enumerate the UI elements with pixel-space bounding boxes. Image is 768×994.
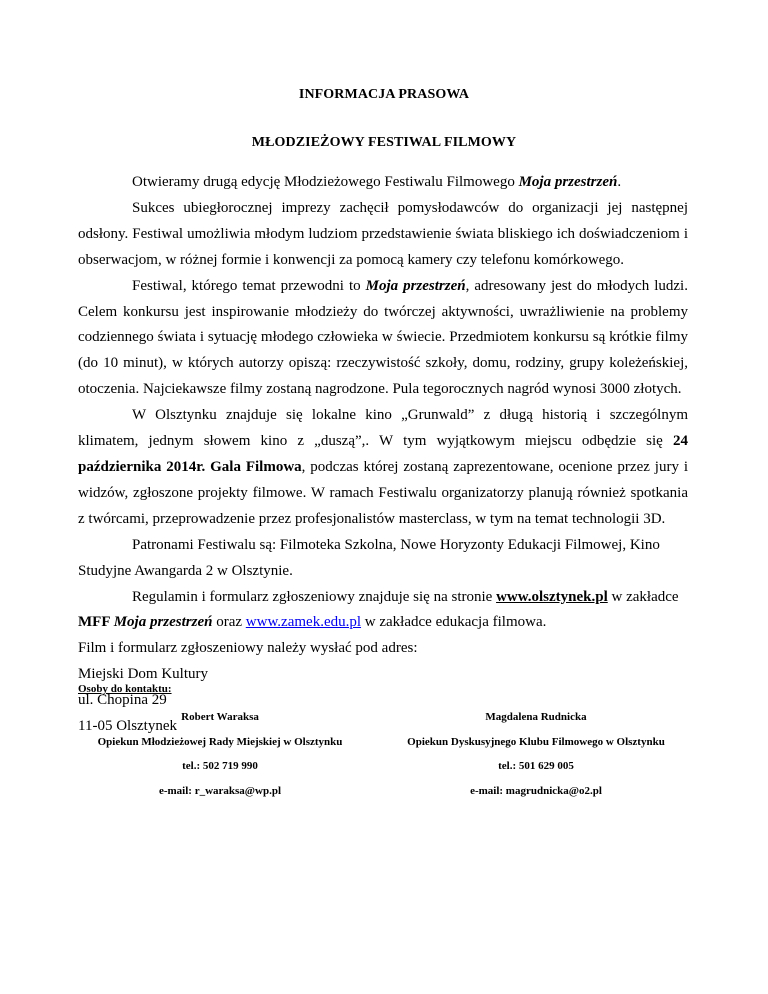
contacts-heading: Osoby do kontaktu: bbox=[78, 683, 172, 695]
olsztynek-link[interactable]: www.olsztynek.pl bbox=[496, 588, 608, 605]
contact-email[interactable]: e-mail: r_waraksa@wp.pl bbox=[158, 784, 282, 797]
paragraph-rules: Regulamin i formularz zgłoszeniowy znajduje się na stronie www.olsztynek.pl w zakładce MFF Moja przestrzeń oraz www.zamek.edu.pl w zakładce edukacja filmowa. bbox=[78, 588, 679, 631]
contact-left bbox=[68, 705, 372, 803]
contact-name: Robert Waraksa bbox=[181, 711, 259, 723]
press-release-heading: INFORMACJA PRASOWA bbox=[298, 87, 470, 102]
paragraph-patrons: Patronami Festiwalu są: Filmoteka Szkolna, Nowe Horyzonty Edukacji Filmowej, Kino Studyjne Awangarda 2 w Olsztynie. bbox=[78, 536, 660, 579]
contact-phone: tel.: 502 719 990 bbox=[182, 760, 258, 772]
contact-role: Opiekun Młodzieżowej Rady Miejskiej w Olsztynku bbox=[97, 735, 343, 748]
paragraph-success: Sukces ubiegłorocznej imprezy zachęcił pomysłodawców do organizacji jej następnej odsłony. Festiwal umożliwia młodym ludziom przedstawienie świata bliskiego ich doświadczeniom i obserwacjom, w różnej formie i konwencji za pomocą kamery czy telefonu komórkowego. bbox=[78, 199, 688, 268]
paragraph-cinema: W Olsztynku znajduje się lokalne kino „Grunwald” z długą historią i szczególnym klimatem, jednym słowem kino z „duszą”,. W tym wyjątkowym miejscu odbędzie się 24 października 2014r. Gala Filmowa, podczas której zostaną zaprezentowane, ocenione przez jury i widzów, zgłoszone projekty filmowe. W ramach Festiwalu organizatorzy planują również spotkania z twórcami, przeprowadzenie przez profesjonalistów masterclass, w tym na temat technologii 3D. bbox=[78, 407, 688, 527]
contact-role: Opiekun Dyskusyjnego Klubu Filmowego w Olsztynku bbox=[407, 735, 665, 748]
address-line-1: Miejski Dom Kultury bbox=[78, 666, 208, 683]
contact-right bbox=[384, 705, 688, 803]
paragraph-send: Film i formularz zgłoszeniowy należy wysłać pod adres: bbox=[78, 640, 418, 657]
address-line-3: 11-05 Olsztynek bbox=[78, 718, 178, 735]
contact-phone: tel.: 501 629 005 bbox=[498, 760, 574, 772]
paragraph-intro: Otwieramy drugą edycję Młodzieżowego Festiwalu Filmowego Moja przestrzeń. bbox=[132, 174, 622, 190]
address-line-2: ul. Chopina 29 bbox=[78, 692, 167, 709]
contacts-section bbox=[78, 683, 688, 803]
paragraph-theme: Festiwal, którego temat przewodni to Moja przestrzeń, adresowany jest do młodych ludzi. Celem konkursu jest inspirowanie młodzieży do twórczej aktywności, uwrażliwienie na problemy codziennego świata i sytuację młodego człowieka w świecie. Przedmiotem konkursu są krótkie filmy (do 10 minut), w których autorzy opiszą: rzeczywistość szkoły, domu, rodziny, grupy koleżeńskiej, otoczenia. Najciekawsze filmy zostaną nagrodzone. Pula tegorocznych nagród wynosi 3000 złotych. bbox=[78, 277, 688, 398]
document-body bbox=[78, 170, 688, 740]
zamek-link[interactable]: www.zamek.edu.pl bbox=[245, 614, 362, 631]
festival-title: MŁODZIEŻOWY FESTIWAL FILMOWY bbox=[251, 135, 517, 150]
contact-email[interactable]: e-mail: magrudnicka@o2.pl bbox=[470, 784, 602, 797]
contact-name: Magdalena Rudnicka bbox=[485, 711, 587, 723]
